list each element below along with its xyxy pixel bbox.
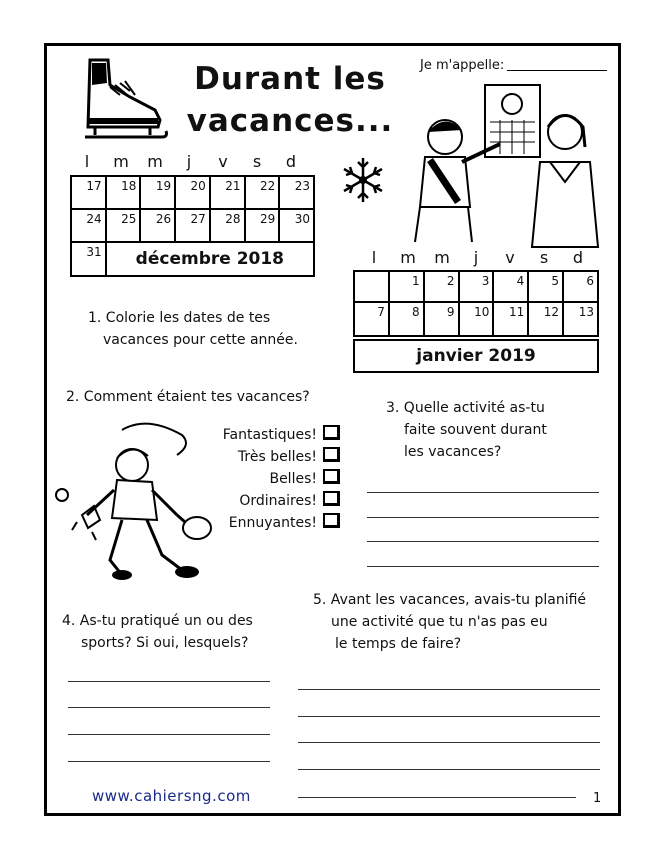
page-number: 1 [593, 791, 602, 806]
option-label: Ennuyantes! [228, 515, 317, 531]
weekday: s [539, 248, 549, 267]
day-cell[interactable]: 22 [245, 176, 280, 209]
option-belles[interactable] [190, 468, 340, 490]
day-cell[interactable]: 5 [528, 271, 563, 302]
day-cell[interactable]: 19 [140, 176, 175, 209]
question-3-line: les vacances? [404, 444, 502, 460]
question-4-line: 4. As-tu pratiqué un ou des [62, 613, 253, 629]
day-cell[interactable]: 11 [493, 302, 528, 336]
january-calendar [353, 270, 599, 337]
weekday: j [473, 248, 479, 267]
checkbox[interactable] [323, 447, 340, 462]
day-cell[interactable]: 23 [279, 176, 314, 209]
checkbox[interactable] [323, 425, 340, 440]
option-tres-belles[interactable] [190, 446, 340, 468]
weekday: m [434, 248, 450, 267]
title-line-1: Durant les [194, 61, 386, 97]
option-label: Ordinaires! [239, 493, 317, 509]
day-cell[interactable]: 2 [424, 271, 459, 302]
day-cell[interactable]: 28 [210, 209, 245, 242]
day-cell [354, 271, 389, 302]
question-3-line: faite souvent durant [404, 422, 547, 438]
page-title [180, 58, 400, 142]
day-cell[interactable]: 13 [563, 302, 598, 336]
day-cell[interactable]: 27 [175, 209, 210, 242]
question-1 [88, 307, 298, 351]
name-label: Je m'appelle: [420, 58, 505, 73]
snowflake-illustration [338, 155, 388, 205]
question-4-line: sports? Si oui, lesquels? [81, 635, 249, 651]
weekday: v [218, 152, 228, 171]
december-calendar [70, 175, 315, 277]
day-cell[interactable]: 9 [424, 302, 459, 336]
day-cell[interactable]: 7 [354, 302, 389, 336]
children-calendar-illustration [400, 82, 600, 252]
day-cell[interactable]: 26 [140, 209, 175, 242]
day-cell[interactable]: 20 [175, 176, 210, 209]
day-cell[interactable]: 6 [563, 271, 598, 302]
day-cell[interactable]: 29 [245, 209, 280, 242]
answer-line[interactable] [367, 492, 599, 493]
answer-line[interactable] [367, 566, 599, 567]
checkbox[interactable] [323, 469, 340, 484]
january-weekdays [357, 248, 595, 267]
checkbox[interactable] [323, 513, 340, 528]
ice-skate-illustration [80, 55, 170, 145]
question-3 [386, 397, 547, 463]
day-cell[interactable]: 30 [279, 209, 314, 242]
december-month-label: décembre 2018 [106, 242, 314, 276]
question-1-line: vacances pour cette année. [103, 332, 298, 348]
day-cell[interactable]: 10 [459, 302, 494, 336]
weekday: s [252, 152, 262, 171]
answer-line[interactable] [367, 541, 599, 542]
weekday: m [400, 248, 416, 267]
december-weekdays [70, 152, 308, 171]
weekday: j [186, 152, 192, 171]
question-5 [313, 589, 586, 655]
answer-line[interactable] [367, 517, 599, 518]
answer-line[interactable] [68, 681, 270, 682]
option-label: Belles! [269, 471, 317, 487]
answer-line[interactable] [68, 707, 270, 708]
question-5-line: une activité que tu n'as pas eu [331, 614, 548, 630]
weekday: l [371, 248, 377, 267]
rating-options [190, 424, 340, 534]
question-4 [62, 610, 253, 654]
answer-line[interactable] [298, 742, 600, 743]
answer-line[interactable] [68, 734, 270, 735]
name-field[interactable] [507, 70, 607, 71]
answer-line[interactable] [298, 716, 600, 717]
day-cell[interactable]: 17 [71, 176, 106, 209]
option-label: Très belles! [237, 449, 317, 465]
day-cell[interactable]: 21 [210, 176, 245, 209]
checkbox[interactable] [323, 491, 340, 506]
day-cell[interactable]: 18 [106, 176, 141, 209]
option-ordinaires[interactable] [190, 490, 340, 512]
weekday: l [84, 152, 90, 171]
weekday: d [572, 248, 584, 267]
weekday: m [147, 152, 163, 171]
day-cell[interactable]: 24 [71, 209, 106, 242]
day-cell[interactable]: 31 [71, 242, 106, 276]
day-cell[interactable]: 25 [106, 209, 141, 242]
answer-line[interactable] [298, 769, 600, 770]
day-cell[interactable]: 8 [389, 302, 424, 336]
option-label: Fantastiques! [222, 427, 317, 443]
option-ennuyantes[interactable] [190, 512, 340, 534]
question-1-line: 1. Colorie les dates de tes [88, 310, 271, 326]
question-3-line: 3. Quelle activité as-tu [386, 400, 545, 416]
day-cell[interactable]: 4 [493, 271, 528, 302]
day-cell[interactable]: 12 [528, 302, 563, 336]
website-url: www.cahiersng.com [92, 787, 251, 805]
day-cell[interactable]: 1 [389, 271, 424, 302]
weekday: m [113, 152, 129, 171]
answer-line[interactable] [298, 689, 600, 690]
day-cell[interactable]: 3 [459, 271, 494, 302]
weekday: d [285, 152, 297, 171]
question-5-line: le temps de faire? [335, 636, 462, 652]
option-fantastiques[interactable] [190, 424, 340, 446]
answer-line[interactable] [298, 797, 576, 798]
question-2: 2. Comment étaient tes vacances? [66, 389, 310, 405]
title-line-2: vacances... [186, 103, 394, 139]
january-month-label: janvier 2019 [353, 339, 599, 373]
answer-line[interactable] [68, 761, 270, 762]
weekday: v [505, 248, 515, 267]
question-5-line: 5. Avant les vacances, avais-tu planifié [313, 592, 587, 608]
